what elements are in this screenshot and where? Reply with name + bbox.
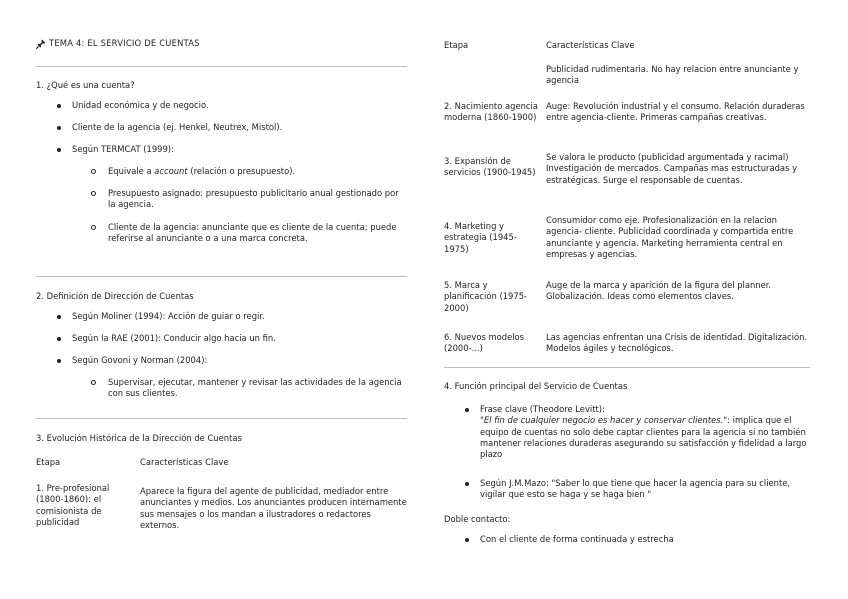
section-4-heading: 4. Función principal del Servicio de Cuentas	[444, 381, 628, 391]
table-header-features: Características Clave	[546, 40, 635, 50]
table-header-row	[444, 40, 812, 51]
list-item: Según J.M.Mazo: "Saber lo que tiene que hacer la agencia para su cliente, vigilar que esto se haga y se haga bien "	[444, 478, 810, 501]
table-cell-stage: 3. Expansión de servicios (1900-1945)	[444, 156, 536, 178]
document-title	[36, 38, 200, 49]
section-3-heading: 3. Evolución Histórica de la Dirección de Cuentas	[36, 433, 242, 443]
title-text: TEMA 4: EL SERVICIO DE CUENTAS	[49, 38, 200, 48]
table-cell-stage: 6. Nuevos modelos (2000-...)	[444, 332, 525, 354]
table-cell-stage: 1. Pre-profesional (1800-1860): el comisionista de publicidad	[36, 483, 110, 527]
divider	[36, 66, 407, 67]
divider	[444, 367, 810, 368]
table-cell-features: Consumidor como eje. Profesionalización en la relacion agencia- cliente. Publicidad coordinada y compartida entre anunciante y agencia. Marketing herramienta central en empresas y agencias.	[546, 215, 794, 259]
table-row	[444, 152, 812, 186]
table-row	[444, 101, 812, 124]
table-row	[444, 280, 812, 314]
list-item: Según Moliner (1994): Acción de guiar o regir.	[36, 311, 407, 322]
table-header-stage: Etapa	[36, 457, 61, 467]
quote-emphasis: "El fin de cualquier negocio es hacer y conservar clientes."	[480, 415, 728, 426]
table-cell-features: Publicidad rudimentaria. No hay relacion entre anunciante y agencia	[546, 64, 799, 86]
double-contact-label: Doble contacto:	[444, 514, 511, 524]
table-header-stage: Etapa	[444, 40, 469, 50]
table-cell-features: Las agencias enfrentan una Crisis de identidad. Digitalización. Modelos ágiles y tecnológicos.	[546, 332, 808, 354]
table-row	[36, 483, 407, 531]
list-item: Cliente de la agencia: anunciante que es cliente de la cuenta; puede referirse al anunciante o a una marca concreta.	[36, 222, 407, 245]
table-cell-features: Auge: Revolución industrial y el consumo. Relación duraderas entre agencia-cliente. Primeras campañas creativas.	[546, 101, 805, 123]
list-item: Equivale a account (relación o presupuesto).	[36, 166, 407, 177]
account-emphasis: account	[154, 166, 188, 176]
table-cell-stage: 4. Marketing y estrategia (1945-1975)	[444, 221, 517, 254]
table-header-row	[36, 457, 407, 468]
divider	[36, 418, 407, 419]
table-cell-stage: 2. Nacimiento agencia moderna (1860-1900)	[444, 101, 538, 123]
table-cell-stage: 5. Marca y planificación (1975-2000)	[444, 280, 528, 313]
list-item: Frase clave (Theodore Levitt): "El fin de cualquier negocio es hacer y conservar clientes.": implica que el equipo de cuentas no solo debe captar clientes para la agencia si no también mantener relaciones duraderas asegurando su satisfacción y fidelidad a largo plazo	[444, 404, 810, 460]
section-1-heading: 1. ¿Qué es una cuenta?	[36, 80, 135, 90]
pushpin-icon	[36, 39, 46, 49]
list-item: Unidad económica y de negocio.	[36, 100, 407, 111]
table-row	[444, 64, 812, 87]
table-row	[444, 215, 812, 260]
table-row	[444, 332, 812, 355]
list-item: Cliente de la agencia (ej. Henkel, Neutrex, Mistol).	[36, 122, 407, 133]
table-cell-features: Aparece la figura del agente de publicidad, mediador entre anunciantes y medios. Los anunciantes producen internamente sus mensajes o los mandan a ilustradores o redactores externos.	[140, 486, 407, 530]
list-item: Según TERMCAT (1999):	[36, 144, 407, 155]
table-cell-features: Auge de la marca y aparición de la figura del planner. Globalización. Ideas como elementos claves.	[546, 280, 772, 302]
list-item: Supervisar, ejecutar, mantener y revisar las actividades de la agencia con sus clientes.	[36, 377, 407, 400]
table-cell-features: Se valora le producto (publicidad argumentada y racimal) Investigación de mercados. Campañas mas estructuradas y estratégicas. Surge el responsable de cuentas.	[546, 152, 798, 185]
list-item: Según la RAE (2001): Conducir algo hacia un fin.	[36, 333, 407, 344]
list-item: Según Govoni y Norman (2004):	[36, 355, 407, 366]
divider	[36, 276, 407, 277]
list-item: Presupuesto asignado: presupuesto publicitario anual gestionado por la agencia.	[36, 188, 407, 211]
section-2-heading: 2. Definición de Dirección de Cuentas	[36, 291, 194, 301]
table-cell-stage	[444, 64, 546, 87]
table-header-features: Características Clave	[140, 457, 229, 467]
list-item: Con el cliente de forma continuada y estrecha	[444, 534, 810, 545]
